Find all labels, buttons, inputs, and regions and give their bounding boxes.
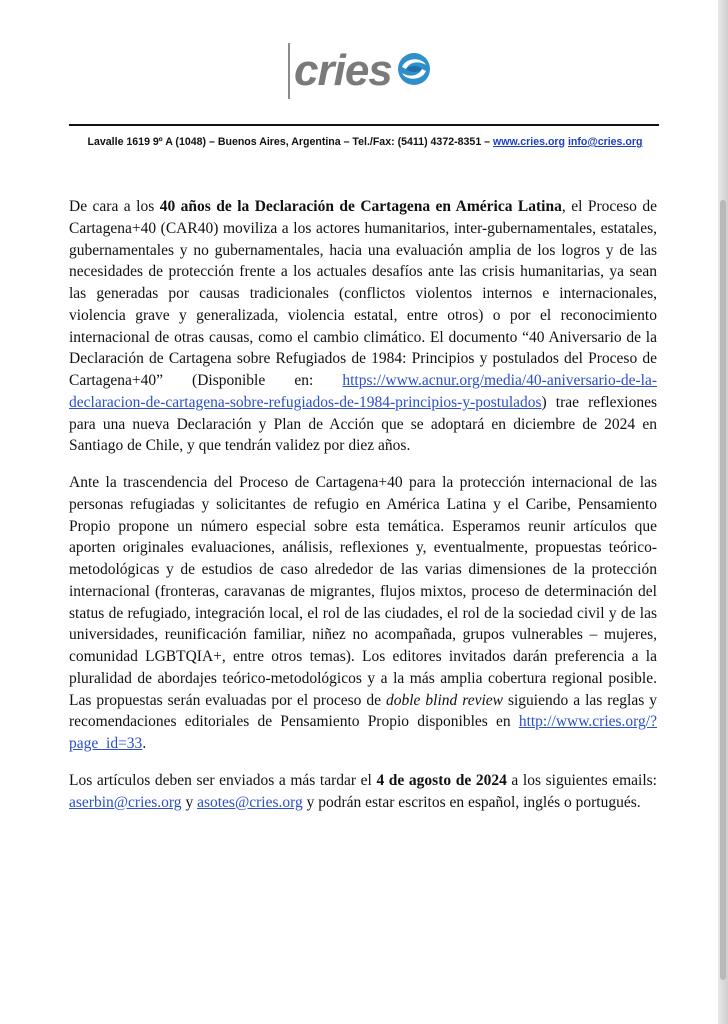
- header-divider: [69, 124, 659, 126]
- p2-text-b: siguiendo a las reglas y recomendaciones editoriales de Pensamiento Propio disponibles en: [69, 691, 657, 731]
- p3-text-a: Los artículos deben ser enviados a más tardar el: [69, 771, 377, 789]
- p2-italic: doble blind review: [385, 691, 503, 709]
- address-text: Lavalle 1619 9º A (1048) – Buenos Aires, Argentina – Tel./Fax: (5411) 4372-8351 –: [87, 136, 493, 148]
- contact-line: [70, 136, 660, 148]
- p1-text-c: , el Proceso de Cartagena+40 (CAR40) moviliza a los actores humanitarios, inter-gubernamentales, estatales, gubernamentales y no gubernamentales, hacia una evaluación amplia de los logros y de las necesidades de protección frente a los actuales desafíos ante las crisis humanitarias, ya sean las generadas por causas tradicionales (conflictos violentos internos e internacionales, violencia grave y generalizada, violencia estatal, entre otros) o por el reconocimiento internacional de otras causas, como el cambio climático. El documento “40 Aniversario de la Declaración de Cartagena sobre Refugiados de 1984: Principios y postulados del Proceso de Cartagena+40” (Disponible en:: [69, 198, 658, 389]
- p1-text-d: ) trae reflexiones para una nueva Declaración y Plan de Acción que se adoptará en diciembre de 2024 en Santiago de Chile, y que tendrán validez por diez años.: [69, 393, 657, 455]
- paragraph-1: [69, 196, 657, 457]
- website-link[interactable]: www.cries.org: [492, 136, 566, 148]
- acnur-link[interactable]: https://www.acnur.org/media/40-aniversario-de-la-declaracion-de-cartagena-sobre-refugiados-de-1984-principios-y-postulados: [69, 372, 657, 411]
- p2-text-c: .: [142, 735, 147, 752]
- aserbin-email-link[interactable]: aserbin@cries.org: [69, 793, 182, 811]
- p1-text-a: De cara a los: [69, 198, 160, 215]
- scrollbar-thumb[interactable]: [720, 200, 726, 980]
- p3-deadline: 4 de agosto de 2024: [376, 771, 507, 789]
- logo-text: cries: [294, 46, 392, 95]
- letter-body: [69, 196, 657, 828]
- paragraph-3: [69, 770, 657, 814]
- p3-text-c: y: [181, 793, 198, 811]
- p2-text-a: Ante la trascendencia del Proceso de Cartagena+40 para la protección internacional de las personas refugiadas y solicitantes de refugio en América Latina y el Caribe, Pensamiento Propio propone un número especial sobre esta temática. Esperamos reunir artículos que aporten originales evaluaciones, análisis, reflexiones y, eventualmente, propuestas teórico-metodológicas y de estudios de caso alrededor de las varias dimensiones de la protección internacional (fronteras, caravanas de migrantes, flujos mixtos, proceso de determinación del status de refugiado, integración local, el rol de las ciudades, el rol de la sociedad civil y de las universidades, reunificación familiar, niñez no acompañada, grupos vulnerables – mujeres, comunidad LGBTQIA+, entre otros temas). Los editores invitados darán preferencia a la pluralidad de abordajes teórico-metodológicos y a la más amplia cobertura regional posible. Las propuestas serán evaluadas por el proceso de: [69, 474, 657, 709]
- asotes-email-link[interactable]: asotes@cries.org: [197, 793, 303, 811]
- logo-divider: [288, 43, 290, 99]
- email-link[interactable]: info@cries.org: [567, 136, 643, 148]
- cries-swirl-icon: [396, 51, 432, 92]
- p1-bold: 40 años de la Declaración de Cartagena en América Latina: [159, 198, 562, 215]
- paragraph-2: [69, 472, 657, 755]
- cries-logo: [288, 42, 448, 100]
- cries-page-link[interactable]: http://www.cries.org/?page_id=33: [69, 713, 657, 752]
- p3-text-d: y podrán estar escritos en español, inglés o portugués.: [302, 793, 641, 811]
- p3-text-b: a los siguientes emails:: [506, 771, 657, 789]
